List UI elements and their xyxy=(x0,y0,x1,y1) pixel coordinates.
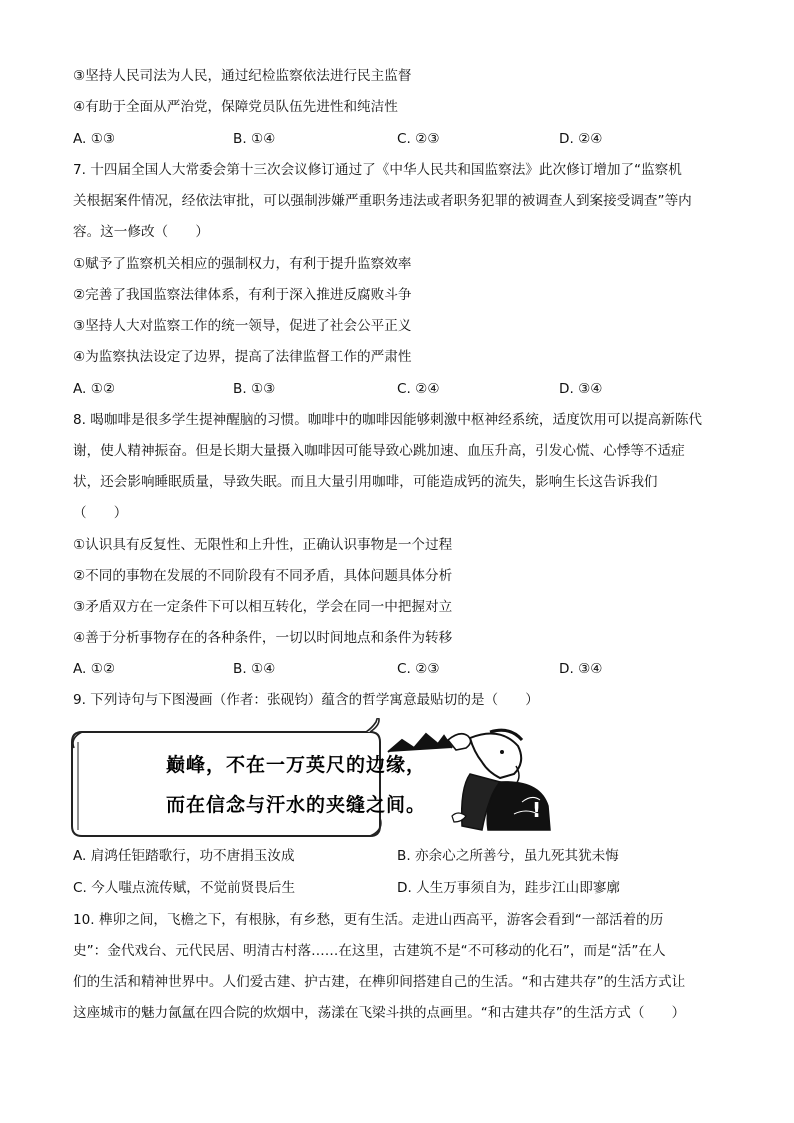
q8-statement-1: ①认识具有反复性、无限性和上升性，正确认识事物是一个过程 xyxy=(73,537,453,553)
q7-stem-line-3: 容。这一修改（ ） xyxy=(73,224,209,240)
q8-statement-2: ②不同的事物在发展的不同阶段有不同矛盾，具体问题具体分析 xyxy=(73,568,453,584)
q8-option-d[interactable]: D. ③④ xyxy=(559,661,603,677)
q9-option-c[interactable]: C. 今人嗤点流传赋，不觉前贤畏后生 xyxy=(73,880,296,896)
q9-stem: 9. 下列诗句与下图漫画（作者：张砚钧）蕴含的哲学寓意最贴切的是（ ） xyxy=(73,692,539,708)
cartoon-exclamation-mark: ! xyxy=(532,798,542,822)
q9-option-d[interactable]: D. 人生万事须自为，跬步江山即寥廓 xyxy=(397,880,621,896)
q10-stem-line-3: 们的生活和精神世界中。人们爱古建、护古建，在榫卯间搭建自己的生活。“和古建共存”的生活方式让 xyxy=(73,974,686,990)
cartoon-drawing xyxy=(70,718,560,840)
q7-stem-line-1: 7. 十四届全国人大常委会第十三次会议修订通过了《中华人民共和国监察法》此次修订增加了“监察机 xyxy=(73,162,682,178)
q8-stem-line-3: 状，还会影响睡眠质量，导致失眠。而且大量引用咖啡，可能造成钙的流失，影响生长这告诉我们 xyxy=(73,474,658,490)
q7-option-b[interactable]: B. ①③ xyxy=(233,381,276,397)
q8-stem-line-4: （ ） xyxy=(73,505,128,521)
q6-option-c[interactable]: C. ②③ xyxy=(397,131,440,147)
q7-statement-2: ②完善了我国监察法律体系，有利于深入推进反腐败斗争 xyxy=(73,287,412,303)
q8-option-b[interactable]: B. ①④ xyxy=(233,661,276,677)
q8-stem-line-1: 8. 喝咖啡是很多学生提神醒脑的习惯。咖啡中的咖啡因能够刺激中枢神经系统，适度饮用可以提高新陈代 xyxy=(73,412,703,428)
q7-stem-line-2: 关根据案件情况，经依法审批，可以强制涉嫌严重职务违法或者职务犯罪的被调查人到案接受调查”等内 xyxy=(73,193,692,209)
q7-option-d[interactable]: D. ③④ xyxy=(559,381,603,397)
q7-option-c[interactable]: C. ②④ xyxy=(397,381,440,397)
cartoon-illustration xyxy=(70,718,560,840)
q8-option-c[interactable]: C. ②③ xyxy=(397,661,440,677)
q9-option-a[interactable]: A. 肩鸿任钜踏歌行，功不唐捐玉汝成 xyxy=(73,848,295,864)
q6-statement-4: ④有助于全面从严治党，保障党员队伍先进性和纯洁性 xyxy=(73,99,398,115)
cartoon-caption-line-2: 而在信念与汗水的夹缝之间。 xyxy=(166,794,427,816)
q9-option-b[interactable]: B. 亦余心之所善兮，虽九死其犹未悔 xyxy=(397,848,619,864)
q6-option-b[interactable]: B. ①④ xyxy=(233,131,276,147)
q7-statement-1: ①赋予了监察机关相应的强制权力，有利于提升监察效率 xyxy=(73,256,412,272)
q7-statement-3: ③坚持人大对监察工作的统一领导，促进了社会公平正义 xyxy=(73,318,412,334)
q10-stem-line-1: 10. 榫卯之间，飞檐之下，有根脉，有乡愁，更有生活。走进山西高平，游客会看到“一部活着的历 xyxy=(73,912,664,928)
q8-stem-line-2: 谢，使人精神振奋。但是长期大量摄入咖啡因可能导致心跳加速、血压升高，引发心慌、心悸等不适症 xyxy=(73,443,685,459)
q8-statement-4: ④善于分析事物存在的各种条件，一切以时间地点和条件为转移 xyxy=(73,630,453,646)
q7-option-a[interactable]: A. ①② xyxy=(73,381,116,397)
q10-stem-line-4: 这座城市的魅力氤氲在四合院的炊烟中，荡漾在飞梁斗拱的点画里。“和古建共存”的生活方式（ ） xyxy=(73,1005,686,1021)
q10-stem-line-2: 史”：金代戏台、元代民居、明清古村落……在这里，古建筑不是“不可移动的化石”，而是“活”在人 xyxy=(73,943,666,959)
q8-option-a[interactable]: A. ①② xyxy=(73,661,116,677)
q8-statement-3: ③矛盾双方在一定条件下可以相互转化，学会在同一中把握对立 xyxy=(73,599,453,615)
q6-statement-3: ③坚持人民司法为人民，通过纪检监察依法进行民主监督 xyxy=(73,68,412,84)
q6-option-a[interactable]: A. ①③ xyxy=(73,131,116,147)
q6-option-d[interactable]: D. ②④ xyxy=(559,131,603,147)
cartoon-caption-line-1: 巅峰，不在一万英尺的边缘， xyxy=(166,754,427,776)
q7-statement-4: ④为监察执法设定了边界，提高了法律监督工作的严肃性 xyxy=(73,349,412,365)
